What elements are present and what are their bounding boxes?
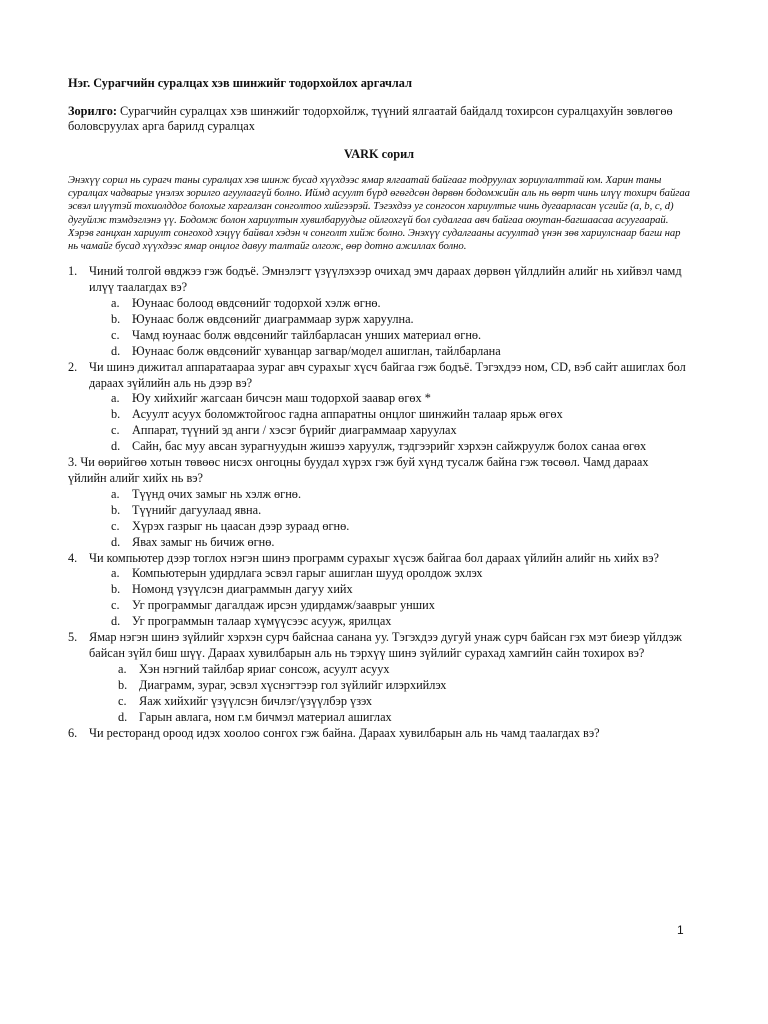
- option-letter: a.: [111, 391, 120, 406]
- question-5-options: [68, 662, 690, 726]
- option-letter: b.: [118, 677, 128, 692]
- question-text: Чи өөрийгөө хотын төвөөс нисэх онгоцны буудал хүрэх гэж буй хүнд тусалж байна гэж төсөөл. Чамд дараах үйлийн алийг хийх нь вэ?: [68, 455, 649, 485]
- option-text: Уг программын талаар хүмүүсээс асууж, ярилцах: [132, 614, 392, 629]
- question-text: Ямар нэгэн шинэ зүйлийг хэрхэн сурч байснаа санана уу. Тэгэхдээ дугуй унаж сурч байсан гэх мэт биеэр үйлдэж байсан зүйл биш шүү. Дараах хувилбарын аль нь тэрхүү шинэ зүйлийг сурахад хамгийн сайн тохирох вэ?: [89, 630, 682, 660]
- question-2-options: [68, 391, 690, 455]
- option-text: Юу хийхийг жагсаан бичсэн маш тодорхой заавар өгөх *: [132, 391, 431, 406]
- option-letter: b.: [111, 502, 121, 517]
- question-4: [68, 551, 690, 567]
- option-text: Гарын авлага, ном г.м бичмэл материал ашиглах: [139, 709, 392, 724]
- question-4-options: [68, 566, 690, 630]
- goal-label: Зорилго:: [68, 104, 117, 118]
- option-letter: a.: [111, 486, 120, 501]
- option-item: [68, 391, 690, 407]
- question-text: Чи ресторанд ороод идэх хоолоо сонгох гэж байна. Дараах хувилбарын аль нь чамд таалагдах вэ?: [89, 725, 600, 740]
- question-text: Чи шинэ дижитал аппаратаараа зураг авч сурахыг хүсч байгаа гэж бодъё. Тэгэхдээ ном, CD, вэб сайт ашиглах бол дараах зүйлийн аль нь дээр вэ?: [89, 359, 686, 390]
- option-text: Яаж хийхийг үзүүлсэн бичлэг/үзүүлбэр үзэх: [139, 693, 372, 708]
- intro-paragraph: Энэхүү сорил нь сурагч таны суралцах хэв шинж бусад хүүхдээс ямар ялгаатай байгааг тодруулах зориулалттай юм. Харин таны суралцах чадварыг үнэлэх зорилго агуулаагүй болно. Иймд асуулт бүрд өгөгдсөн дөрвөн бодомжийн аль нь өөрт чинь илүү тохирч байгаа эсвэл илүүтэй тохиолддог болохыг харгалзан сонголтоо хийгээрэй. Тэгэхдээ уг сонгосон хариултыг чинь дугаарласан үсгийг (a, b, c, d) дугуйлж тэмдэглэнэ үү. Бодомж болон хариултын хувилбаруудыг ойлгохгүй бол судалгаа авч байгаа оюутан-багшаасаа асуугаарай. Хэрэв ганцхан хариулт сонгоход хэцүү байвал хэдэн ч сонголт хийж болно. Энэхүү судалгааны асуултад үнэн зөв хариулснаар багш нар нь чамайг бусад хүүхдээс ямар онцлог давуу талтайг олгож, өөр дотно ажиллах болно.: [68, 174, 690, 253]
- option-item: [68, 503, 690, 519]
- option-letter: d.: [111, 534, 121, 549]
- option-letter: d.: [111, 614, 121, 629]
- question-text: Чи компьютер дээр тоглох нэгэн шинэ программ сурахыг хүсэж байгаа бол дараах үйлийн алийг нь хийх вэ?: [89, 550, 659, 565]
- question-3-options: [68, 487, 690, 551]
- option-letter: c.: [111, 598, 120, 613]
- option-text: Номонд үзүүлсэн диаграммын дагуу хийх: [132, 582, 353, 597]
- option-text: Юунаас болоод өвдсөнийг тодорхой хэлж өгнө.: [132, 296, 381, 311]
- option-item: [68, 710, 690, 726]
- option-letter: a.: [118, 661, 127, 676]
- question-list: [68, 264, 690, 741]
- question-number: 2.: [68, 359, 78, 374]
- option-text: Чамд юунаас болж өвдсөнийг тайлбарласан унших материал өгнө.: [132, 327, 482, 342]
- option-letter: d.: [111, 343, 121, 358]
- question-1-options: [68, 296, 690, 360]
- option-text: Юунаас болж өвдсөнийг хуванцар загвар/модел ашиглан, тайлбарлана: [132, 343, 501, 358]
- option-item: [68, 328, 690, 344]
- option-text: Диаграмм, зураг, эсвэл хүснэгтээр гол зүйлийг илэрхийлэх: [139, 677, 447, 692]
- document-page: [68, 76, 690, 741]
- option-item: [68, 662, 690, 678]
- option-item: [68, 407, 690, 423]
- goal-paragraph: [68, 104, 690, 134]
- option-letter: d.: [118, 709, 128, 724]
- option-item: [68, 423, 690, 439]
- option-letter: c.: [111, 518, 120, 533]
- question-3: [68, 455, 690, 487]
- option-item: [68, 535, 690, 551]
- option-text: Юунаас болж өвдсөнийг диаграммаар зурж харуулна.: [132, 311, 414, 326]
- option-text: Аппарат, түүний эд анги / хэсэг бүрийг диаграммаар харуулах: [132, 423, 457, 438]
- option-item: [68, 296, 690, 312]
- option-item: [68, 439, 690, 455]
- question-2: [68, 360, 690, 392]
- option-text: Хэн нэгний тайлбар яриаг сонсож, асуулт асуух: [139, 661, 390, 676]
- option-letter: a.: [111, 296, 120, 311]
- page-number: 1: [677, 923, 684, 937]
- option-item: [68, 344, 690, 360]
- question-5: [68, 630, 690, 662]
- option-item: [68, 614, 690, 630]
- option-text: Уг программыг дагалдаж ирсэн удирдамж/зааврыг унших: [132, 598, 435, 613]
- option-letter: b.: [111, 311, 121, 326]
- option-letter: c.: [111, 327, 120, 342]
- option-item: [68, 566, 690, 582]
- option-text: Явах замыг нь бичиж өгнө.: [132, 534, 275, 549]
- option-item: [68, 487, 690, 503]
- option-item: [68, 582, 690, 598]
- goal-text: Сурагчийн суралцах хэв шинжийг тодорхойлж, түүний ялгаатай байдалд тохирсон суралцахуйн зөвлөгөө боловсруулах арга барилд суралцах: [68, 104, 673, 133]
- question-number: 1.: [68, 264, 78, 279]
- option-text: Түүнийг дагуулаад явна.: [132, 502, 262, 517]
- option-letter: b.: [111, 582, 121, 597]
- question-text: Чиний толгой өвджээ гэж бодъё. Эмнэлэгт үзүүлэхээр очихад эмч дараах дөрвөн үйлдлийн алийг нь хийвэл чамд илүү таалагдах вэ?: [89, 264, 682, 295]
- document-heading: Нэг. Сурагчийн суралцах хэв шинжийг тодорхойлох аргачлал: [68, 76, 412, 90]
- option-text: Асуулт асуух боломжтойгоос гадна аппаратны онцлог шинжийн талаар ярьж өгөх: [132, 407, 563, 422]
- question-number: 3.: [68, 455, 78, 470]
- option-item: [68, 694, 690, 710]
- option-letter: c.: [111, 423, 120, 438]
- option-item: [68, 678, 690, 694]
- option-text: Компьютерын удирдлага эсвэл гарыг ашиглан шууд оролдож эхлэх: [132, 566, 483, 581]
- option-letter: b.: [111, 407, 121, 422]
- question-6: [68, 726, 690, 742]
- option-letter: d.: [111, 439, 121, 454]
- question-number: 5.: [68, 630, 78, 645]
- question-number: 6.: [68, 725, 78, 740]
- question-1: [68, 264, 690, 296]
- option-letter: a.: [111, 566, 120, 581]
- option-text: Хүрэх газрыг нь цаасан дээр зураад өгнө.: [132, 518, 350, 533]
- option-item: [68, 598, 690, 614]
- option-text: Сайн, бас муу авсан зурагнуудын жишээ харуулж, тэдгээрийг хэрхэн сайжруулж болох санаа өгөх: [132, 439, 647, 454]
- option-text: Түүнд очих замыг нь хэлж өгнө.: [132, 486, 302, 501]
- option-letter: c.: [118, 693, 127, 708]
- option-item: [68, 519, 690, 535]
- question-number: 4.: [68, 550, 78, 565]
- section-title: VARK сорил: [343, 147, 415, 161]
- option-item: [68, 312, 690, 328]
